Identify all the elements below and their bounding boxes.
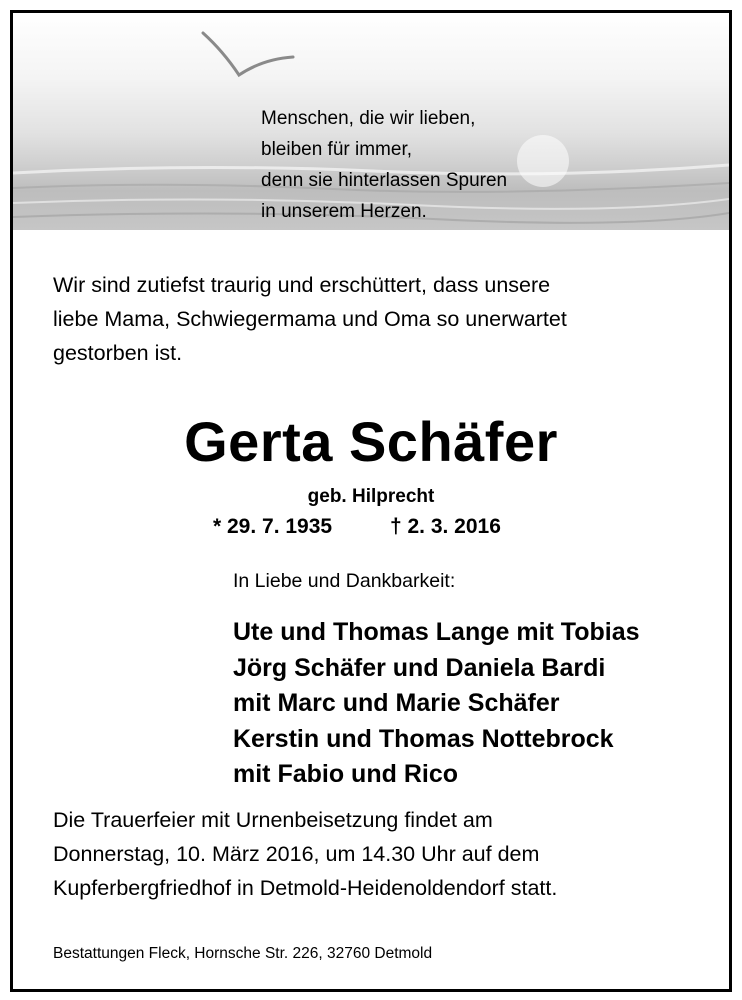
birth-name: geb. Hilprecht (307, 486, 435, 507)
intro-line: gestorben ist. (53, 341, 183, 365)
mourner-line: mit Marc und Marie Schäfer (233, 689, 560, 717)
life-dates (213, 515, 501, 539)
service-info (53, 803, 557, 905)
intro-line: liebe Mama, Schwiegermama und Oma so unerwartet (53, 307, 567, 331)
quote-line: bleiben für immer, (261, 139, 413, 160)
quote-line: Menschen, die wir lieben, (261, 108, 476, 129)
quote-line: denn sie hinterlassen Spuren (261, 170, 508, 191)
funeral-home: Bestattungen Fleck, Hornsche Str. 226, 32760 Detmold (53, 945, 433, 962)
mourner-line: Kerstin und Thomas Nottebrock (233, 724, 614, 753)
intro-line: Wir sind zutiefst traurig und erschüttert, dass unsere (53, 273, 551, 297)
deceased-name: Gerta Schäfer (184, 410, 558, 473)
mourner-line: Ute und Thomas Lange mit Tobias (233, 618, 640, 646)
obituary-frame (10, 10, 732, 992)
service-line: Donnerstag, 10. März 2016, um 14.30 Uhr auf dem (53, 842, 540, 866)
birth-date: * 29. 7. 1935 (213, 515, 333, 538)
seascape-image (13, 13, 729, 230)
quote-block (261, 103, 507, 227)
service-line: Kupferbergfriedhof in Detmold-Heidenoldendorf statt. (53, 876, 558, 900)
mourners-list (233, 615, 640, 793)
service-line: Die Trauerfeier mit Urnenbeisetzung findet am (53, 808, 493, 832)
mourner-line: Jörg Schäfer und Daniela Bardi (233, 653, 606, 682)
intro-text (53, 268, 693, 370)
seagull-icon (201, 29, 301, 89)
quote-line: in unserem Herzen. (261, 201, 427, 222)
death-date: † 2. 3. 2016 (389, 515, 501, 538)
mourner-line: mit Fabio und Rico (233, 760, 458, 788)
mourners-intro: In Liebe und Dankbarkeit: (233, 570, 456, 592)
